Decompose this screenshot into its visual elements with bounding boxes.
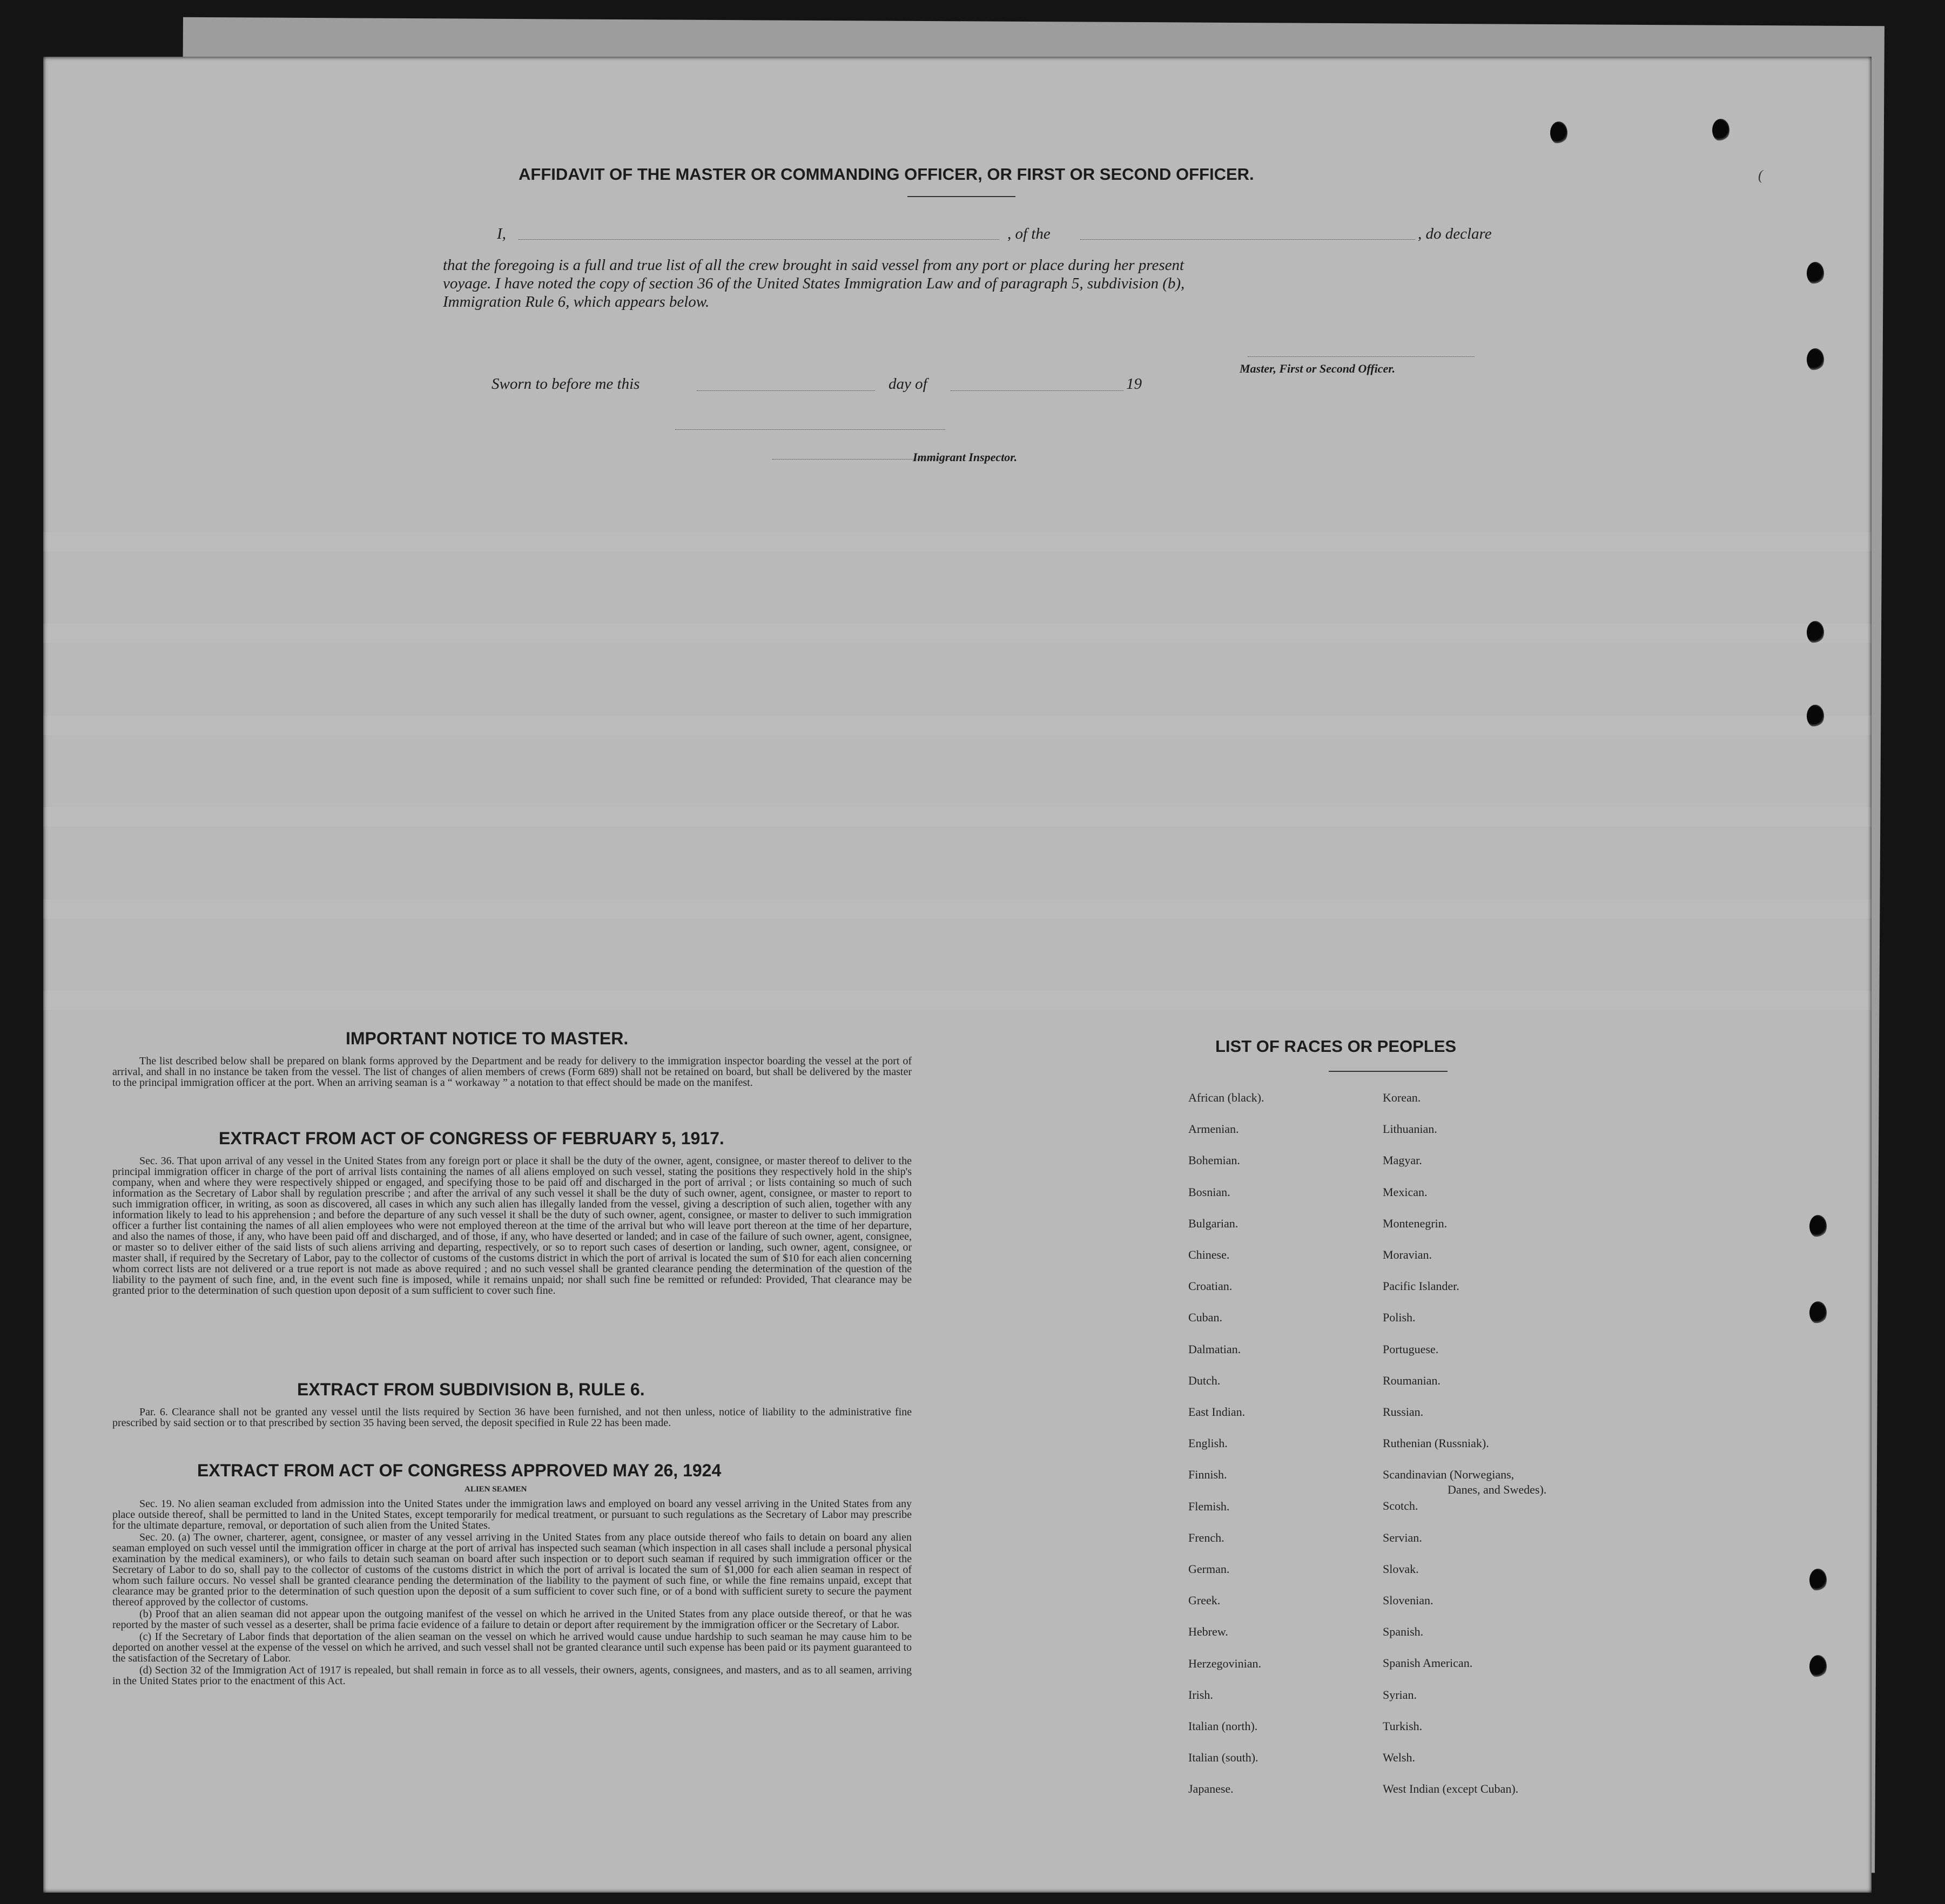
race-item: Syrian. [1383,1687,1417,1702]
race-item: Armenian. [1188,1122,1239,1136]
affidavit-line-3: Immigration Rule 6, which appears below. [443,293,710,310]
race-item: African (black). [1188,1091,1264,1104]
affidavit-line-1: that the foregoing is a full and true list of all the crew brought in said vessel from any port or place during her present [443,256,1185,274]
sec-20a-paragraph: Sec. 20. (a) The owner, charterer, agent, consignee, or master of any vessel arriving in the United States from any place outside thereof who fails to detain on board any alien seaman employed on such vessel until the immigration officer in charge at the port of arrival has inspected such seaman (which inspection in all cases shall include a personal physical examination by the medical examiners), or who fails to detain such seaman on board after such inspection or to deport such seaman if required by such immigration officer or the Secretary of Labor to do so, shall pay to the collector of customs of the customs district in which the port of arrival is located the sum of $1,000 for each alien seaman in respect of whom such failure occurs. No vessel shall be granted clearance pending the determination of the liability to the payment of such fine, or while the fine remains unpaid, except that clearance may be granted prior to the determination of such question upon the deposit of a sum sufficient to cover such fine, or of a bond with sufficient surety to secure the payment thereof approved by the collector of customs. [112,1531,912,1608]
race-item: Dalmatian. [1188,1342,1241,1356]
race-item: Roumanian. [1383,1373,1441,1387]
month-blank [951,390,1123,391]
race-item: Spanish American. [1383,1656,1473,1670]
rule6-paragraph: Par. 6. Clearance shall not be granted any vessel until the lists required by Section 36 have been furnished, and not then unless, notice of liability to the administrative fine prescribed by said section or to that prescribed by section 35 having been served, the deposit specified in Rule 22 has been made. [112,1406,912,1429]
race-item: Bosnian. [1188,1185,1230,1199]
race-item: Korean. [1383,1091,1421,1104]
margin-mark: ( [1758,167,1763,183]
document-page [43,57,1872,1893]
race-item: Croatian. [1188,1279,1233,1293]
races-title: LIST OF RACES OR PEOPLES [1215,1037,1457,1056]
affidavit-do-declare: , do declare [1418,225,1492,242]
race-item: Dutch. [1188,1373,1221,1387]
sec-20c-paragraph: (c) If the Secretary of Labor finds that deportation of the alien seaman on the vessel on which he arrived would cause undue hardship to such seaman he may cause him to be deported on another vessel at the expense of the vessel on which he arrived, and such vessel shall not be granted clearance until such expense has been paid or its payment guaranteed to the satisfaction of the Secretary of Labor. [112,1631,912,1664]
races-title-rule [1329,1071,1448,1072]
binder-hole [1809,1655,1827,1678]
rule6-text [112,1407,912,1429]
extract-1917-paragraph: Sec. 36. That upon arrival of any vessel in the United States from any foreign port or place it shall be the duty of the owner, agent, consignee, or master thereof to deliver to the principal immigration officer in charge of the port of arrival lists containing the names of all aliens employed on such vessel, stating the positions they respectively hold in the ship's company, when and where they were respectively shipped or engaged, and specifying those to be paid off and discharged in the port of arrival ; or lists containing so much of such information as the Secretary of Labor shall by regulation prescribe ; and after the arrival of any such vessel it shall be the duty of such owner, agent, consignee, or master to report to such immigration officer, in writing, as soon as discovered, all cases in which any such alien has illegally landed from the vessel, giving a description of such alien, together with any information likely to lead to his apprehension ; and before the departure of any such vessel it shall be the duty of such owner, agent, consignee, or master to deliver to such immigration officer a further list containing the names of all alien employees who were not employed thereon at the time of the arrival but who will leave port thereon at the time of her departure, and also the names of those, if any, who have been paid off and discharged, and of those, if any, who have deserted or landed; and in case of the failure of such owner, agent, consignee, or master so to deliver either of the said lists of such aliens arriving and departing, respectively, or so to report such cases of desertion or landing, such owner, agent, consignee, or master shall, if required by the Secretary of Labor, pay to the collector of customs of the customs district in which the port of arrival is located the sum of $10 for each alien concerning whom correct lists are not delivered or a true report is not made as above required ; and no such vessel shall be granted clearance pending the determination of the question of the liability to the payment of such fine, and, in the event such fine is imposed, while it remains unpaid; nor shall such fine be remitted or refunded: Provided, That clearance may be granted prior to the determination of such question upon deposit of a sum sufficient to cover such fine. [112,1155,912,1297]
race-item: Slovak. [1383,1562,1419,1576]
race-item: Pacific Islander. [1383,1279,1459,1293]
race-item: Hebrew. [1188,1625,1228,1639]
vessel-blank [1080,239,1415,240]
affidavit-of-the: , of the [1007,225,1051,242]
alien-seamen-subtitle: ALIEN SEAMEN [465,1485,527,1494]
race-item: Finnish. [1188,1468,1227,1482]
race-item: West Indian (except Cuban). [1383,1782,1519,1796]
bleed-through-band [43,532,1872,551]
binder-hole [1807,262,1824,285]
race-item: Scotch. [1383,1499,1418,1513]
race-item: Magyar. [1383,1153,1422,1167]
race-item: Greek. [1188,1594,1221,1608]
race-item: East Indian. [1188,1405,1246,1419]
sec-20d-paragraph: (d) Section 32 of the Immigration Act of 1917 is repealed, but shall remain in force as to all vessels, their owners, agents, consignees, and masters, and as to all seamen, arriving in the United States prior to the enactment of this Act. [112,1664,912,1687]
extract-1924-title: EXTRACT FROM ACT OF CONGRESS APPROVED MAY 26, 1924 [197,1461,722,1480]
year-label: 19 [1126,375,1142,393]
race-item: Welsh. [1383,1751,1415,1764]
race-item: Danes, and Swedes). [1448,1483,1547,1497]
race-item: Japanese. [1188,1782,1234,1796]
race-item: Russian. [1383,1405,1424,1419]
race-item: Cuban. [1188,1311,1222,1325]
master-signature-label: Master, First or Second Officer. [1240,362,1396,375]
race-item: Ruthenian (Russniak). [1383,1436,1489,1450]
binder-hole [1550,121,1567,144]
title-rule [907,196,1015,197]
binder-hole [1809,1215,1827,1238]
race-item: English. [1188,1436,1228,1450]
sec-20b-paragraph: (b) Proof that an alien seaman did not appear upon the outgoing manifest of the vessel on which he arrived in the United States from any place outside thereof, or that he was reported by the master of such vessel as a deserter, shall be prima facie evidence of a failure to detain or deport after requirement by the immigration officer or the Secretary of Labor. [112,1608,912,1631]
bleed-through-band [43,899,1872,919]
race-item: Lithuanian. [1383,1122,1437,1136]
binder-hole [1807,621,1824,644]
binder-hole [1809,1569,1827,1591]
race-item: Italian (north). [1188,1719,1258,1733]
race-item: Bohemian. [1188,1153,1240,1167]
race-item: French. [1188,1530,1224,1544]
binder-hole [1807,348,1824,371]
affidavit-title: AFFIDAVIT OF THE MASTER OR COMMANDING OFFICER, OR FIRST OR SECOND OFFICER. [519,165,1254,184]
inspector-label: Immigrant Inspector. [913,450,1018,464]
extract-1917-text [112,1156,912,1297]
race-item: Portuguese. [1383,1342,1439,1356]
day-of-label: day of [889,375,927,393]
race-item: Spanish. [1383,1625,1424,1639]
sworn-label: Sworn to before me this [492,375,640,393]
affidavit-i-label: I, [497,225,506,242]
binder-hole [1807,705,1824,727]
bleed-through-band [43,715,1872,735]
race-item: Slovenian. [1383,1594,1433,1607]
rule6-title: EXTRACT FROM SUBDIVISION B, RULE 6. [297,1380,645,1399]
race-item: Moravian. [1383,1248,1432,1261]
race-item: Servian. [1383,1530,1422,1544]
sec-19-paragraph: Sec. 19. No alien seaman excluded from admission into the United States under the immigration laws and employed on board any vessel arriving in the United States from any place outside thereof, shall be permitted to land in the United States, except temporarily for medical treatment, or pursuant to such regulations as the Secretary of Labor may prescribe for the ultimate departure, removal, or deportation of such alien from the United States. [112,1498,912,1531]
race-item: Flemish. [1188,1499,1230,1513]
race-item: Irish. [1188,1687,1213,1702]
notice-paragraph: The list described below shall be prepared on blank forms approved by the Department and be ready for delivery to the immigration inspector boarding the vessel at the port of arrival, and shall in no instance be taken from the vessel. The list of changes of alien members of crews (Form 689) shall not be retained on board, but shall be delivered by the master to the principal immigration officer at the port. When an arriving seaman is a “ workaway ” a notation to that effect should be made on the manifest. [112,1055,912,1089]
race-item: German. [1188,1562,1230,1576]
extract-1917-title: EXTRACT FROM ACT OF CONGRESS OF FEBRUARY 5, 1917. [219,1129,724,1148]
race-item: Italian (south). [1188,1751,1258,1765]
bleed-through-band [43,991,1872,1010]
binder-hole [1712,119,1729,141]
race-item: Montenegrin. [1383,1216,1448,1230]
notice-text [112,1056,912,1089]
bleed-through-band [43,807,1872,827]
affidavit-line-2: voyage. I have noted the copy of section 36 of the United States Immigration Law and of paragraph 5, subdivision (b), [443,275,1185,292]
notice-title: IMPORTANT NOTICE TO MASTER. [346,1029,629,1048]
race-item: Scandinavian (Norwegians, [1383,1468,1515,1482]
sworn-day-blank [697,390,875,391]
bleed-through-band [43,624,1872,643]
race-item: Bulgarian. [1188,1216,1239,1230]
race-item: Chinese. [1188,1248,1230,1261]
race-item: Turkish. [1383,1719,1423,1733]
binder-hole [1809,1301,1827,1324]
extract-1924-text [112,1498,912,1687]
race-item: Mexican. [1383,1185,1428,1199]
race-item: Herzegovinian. [1188,1656,1261,1670]
race-item: Polish. [1383,1311,1416,1325]
inspector-signature-line [675,429,945,430]
name-blank [519,239,999,240]
master-signature-line [1248,356,1475,357]
